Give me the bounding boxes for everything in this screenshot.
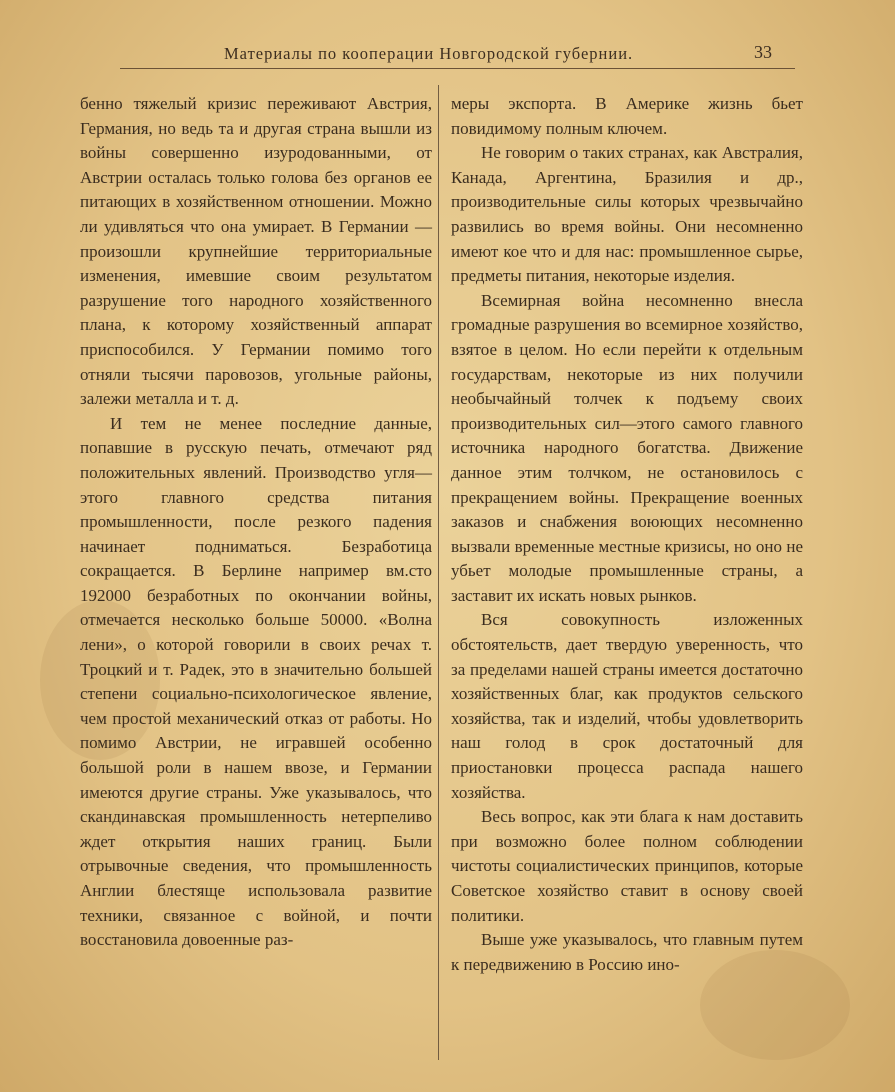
- paragraph: Всемирная война несомненно внесла громадные разрушения во всемирное хозяйство, взятое в целом. Но если перейти к отдельным государствам, некоторые из них получили необычайный толчек к подъему своих производительных сил—этого самого главного источника народного богатства. Движение данное этим толчком, не остановилось с прекращением войны. Прекращение военных заказов и снабжения воюющих несомненно вызвали временные местные кризисы, но оно не убьет молодые промышленные страны, а заставит их искать новых рынков.: [451, 290, 803, 605]
- running-header-title: Материалы по кооперации Новгородской губернии.: [224, 44, 634, 63]
- running-header: [120, 38, 795, 69]
- paragraph: Не говорим о таких странах, как Австралия, Канада, Аргентина, Бразилия и др., производительные силы которых чрезвычайно развились во время войны. Они несомненно имеют кое что и для нас: промышленное сырье, предметы питания, некоторые изделия.: [451, 143, 803, 286]
- paragraph: Вся совокупность изложенных обстоятельств, дает твердую уверенность, что за пределами нашей страны имеется достаточно хозяйственных благ, как продуктов сельского хозяйства, так и изделий, чтобы удовлетворить наш голод в срок достаточный для приостановки процесса распада нашего хозяйства.: [451, 610, 803, 802]
- paragraph: И тем не менее последние данные, попавшие в русскую печать, отмечают ряд положительных явлений. Производство угля—этого главного средства питания промышленности, после резкого падения начинает подниматься. Безработица сокращается. В Берлине например вм.сто 192000 безработных по окончании войны, отмечается несколько больше 50000. «Волна лени», о которой говорили в своих речах т. Троцкий и т. Радек, это в значительно большей степени социально-психологическое явление, чем простой механический отказ от работы. Но помимо Австрии, не игравшей особенно большой роли в нашем ввозе, и Германии имеются другие страны. Уже указывалось, что скандинавская промышленность нетерпеливо ждет открытия наших границ. Были отрывочные сведения, что промышленность Англии блестяще использовала развитие техники, связанное с войной, и почти восстановила довоенные раз-: [80, 413, 432, 950]
- left-text-column: [80, 92, 432, 953]
- paragraph: Весь вопрос, как эти блага к нам доставить при возможно более полном соблюдении чистоты социалистических принципов, которые Советское хозяйство ставит в основу своей политики.: [451, 807, 803, 925]
- paragraph: бенно тяжелый кризис переживают Австрия, Германия, но ведь та и другая страна вышли из войны совершенно изуродованными, от Австрии осталась только голова без органов ее питающих в хозяйственном отношении. Можно ли удивляться что она умирает. В Германии — произошли крупнейшие территориальные изменения, имевшие своим результатом разрушение того народного хозяйственного плана, к которому хозяйственный аппарат приспособился. У Германии помимо того отняли тысячи паровозов, угольные районы, залежи металла и т. д.: [80, 94, 432, 409]
- paragraph: Выше уже указывалось, что главным путем к передвижению в Россию ино-: [451, 930, 803, 974]
- column-divider: [438, 85, 439, 1060]
- right-text-column: [451, 92, 803, 977]
- paragraph: меры экспорта. В Америке жизнь бьет повидимому полным ключем.: [451, 94, 803, 138]
- page-number: 33: [754, 42, 772, 62]
